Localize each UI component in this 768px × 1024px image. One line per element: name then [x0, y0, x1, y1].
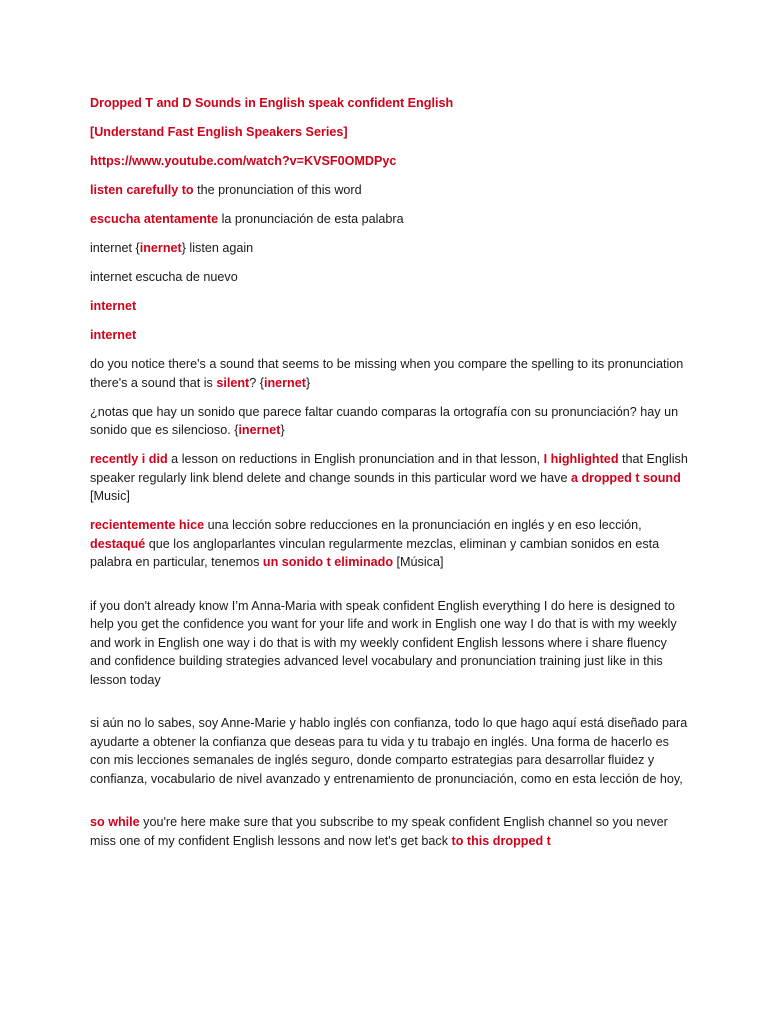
text: internet {: [90, 241, 140, 255]
highlight: so while: [90, 815, 140, 829]
title-line: [90, 94, 688, 113]
highlight: inernet: [139, 241, 182, 255]
paragraph-listen: [90, 181, 688, 200]
text: la pronunciación de esta palabra: [218, 212, 404, 226]
text: that English speaker regularly link blend delete and change sounds in this particular word we have: [90, 452, 688, 485]
highlight: un sonido t eliminado: [262, 555, 394, 569]
highlight: destaqué: [90, 536, 146, 551]
text: the pronunciation of this word: [193, 183, 362, 197]
text: }: [280, 423, 285, 437]
text: una lección sobre reducciones en la pronunciación en inglés y en eso lección,: [204, 518, 642, 532]
highlight: inernet: [263, 375, 306, 390]
text: }: [305, 375, 311, 390]
highlight: escucha atentamente: [90, 212, 219, 226]
video-url-link[interactable]: https://www.youtube.com/watch?v=KVSF0OMDPyc: [90, 154, 397, 168]
text: ¿notas que hay un sonido que parece faltar cuando comparas la ortografía con su pronunciación? hay un sonido que es silencioso. {: [90, 404, 679, 437]
highlight: internet: [90, 299, 137, 313]
video-url-line: [90, 152, 688, 171]
highlight: silent: [216, 375, 250, 390]
text: que los angloparlantes vinculan regularmente mezclas, eliminan y cambian sonidos en esta palabra en particular, tenemos: [90, 536, 660, 569]
text: ? {: [249, 375, 264, 390]
paragraph-recently: [90, 450, 688, 506]
paragraph-escucha: [90, 210, 688, 229]
series-text: [Understand Fast English Speakers Series]: [90, 125, 348, 139]
text: you're here make sure that you subscribe to my speak confident English channel so you never miss one of my confident English lessons and now let's get back: [90, 815, 668, 848]
text: internet escucha de nuevo: [90, 270, 238, 284]
text: a lesson on reductions in English pronunciation and in that lesson,: [167, 452, 544, 466]
paragraph-subscribe: [90, 813, 688, 850]
paragraph-internet-escucha: [90, 268, 688, 287]
text: } listen again: [181, 241, 254, 255]
paragraph-recientemente: [90, 516, 688, 572]
highlight: recientemente hice: [90, 518, 205, 532]
series-line: [90, 123, 688, 142]
text: do you notice there's a sound that seems to be missing when you compare the spelling to its pronunciation there's a sound that is: [90, 357, 684, 390]
text: si aún no lo sabes, soy Anne-Marie y hablo inglés con confianza, todo lo que hago aquí está diseñado para ayudarte a obtener la confianza que deseas para tu vida y tu trabajo en inglés. Una forma de hacerlo es con mis lecciones semanales de inglés seguro, donde comparto estrategias para desarrollar fluidez y confianza, vocabulario de nivel avanzado y entrenamiento de pronunciación, como en esta lección de hoy,: [90, 716, 688, 786]
text: [Música]: [393, 555, 444, 569]
paragraph-internet-2: [90, 326, 688, 345]
highlight: I highlighted: [543, 452, 619, 466]
title-text: Dropped T and D Sounds in English speak confident English: [90, 96, 454, 110]
highlight: listen carefully to: [90, 183, 194, 197]
highlight: recently i did: [90, 452, 168, 466]
text: [Music]: [90, 489, 130, 503]
highlight: a dropped t sound: [570, 470, 681, 485]
paragraph-notas: [90, 403, 688, 440]
paragraph-notice: [90, 355, 688, 392]
paragraph-intro-spanish: [90, 714, 688, 788]
paragraph-intro-english: [90, 597, 688, 690]
paragraph-internet-listen: [90, 239, 688, 258]
highlight: internet: [90, 328, 137, 342]
highlight: inernet: [238, 423, 281, 437]
paragraph-internet-1: [90, 297, 688, 316]
highlight: to this dropped t: [451, 833, 551, 848]
text: if you don't already know I’m Anna-Maria with speak confident English everything I do here is designed to help you get the confidence you want for your life and work in English one way I do that is with my weekly and work in English one way i do that is with my weekly confident English lessons where i share fluency and confidence building strategies advanced level vocabulary and pronunciation training just like in this lesson today: [90, 598, 677, 687]
